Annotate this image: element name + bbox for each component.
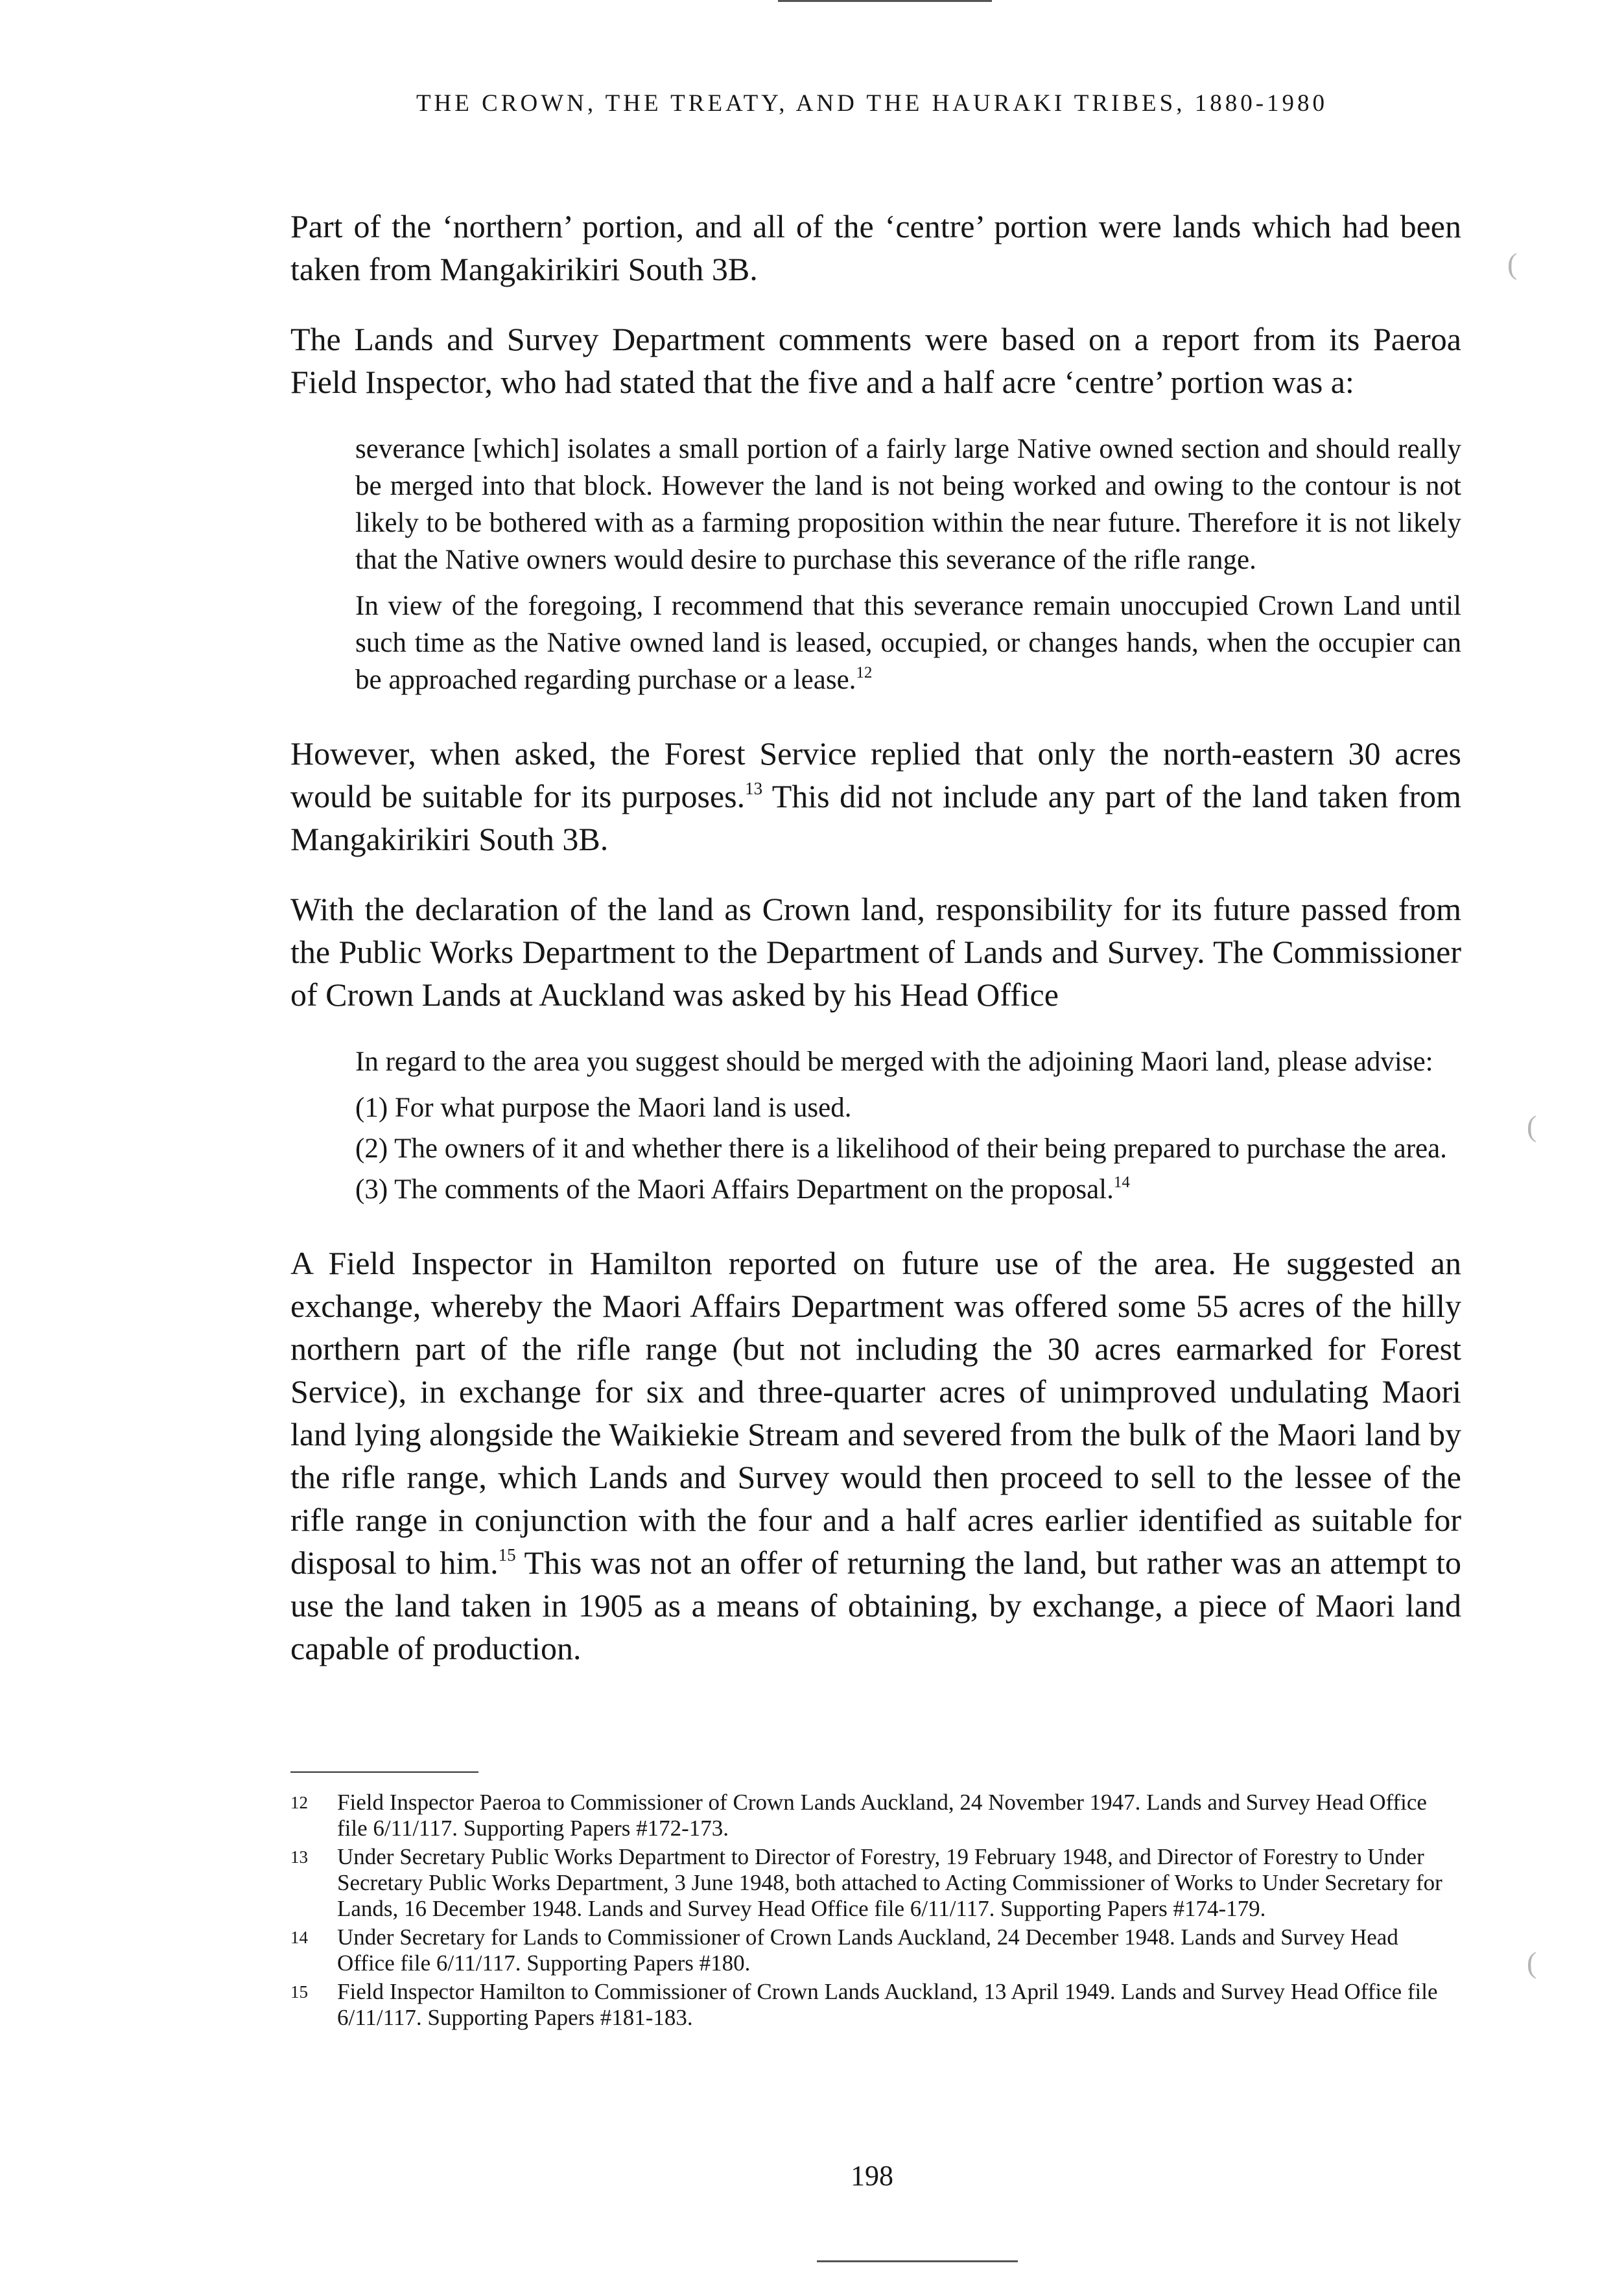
footnote-number: 13 bbox=[290, 1847, 308, 1867]
footnote-ref-13[interactable]: 13 bbox=[745, 779, 763, 798]
footnote-text: Under Secretary Public Works Department to Director of Forestry, 19 February 1948, and Director of Forestry to Under Secretary Public Works Department, 3 June 1948, both attached to Acting Commissioner of Works to Under Secretary for Lands, 16 December 1948. Lands and Survey Head Office file 6/11/117. Supporting Papers #174-179. bbox=[337, 1844, 1442, 1921]
running-header: THE CROWN, THE TREATY, AND THE HAURAKI TRIBES, 1880-1980 bbox=[416, 90, 1328, 117]
paragraph-3 bbox=[290, 732, 1461, 860]
page-number: 198 bbox=[851, 2160, 893, 2192]
footnote-number: 15 bbox=[290, 1982, 308, 2002]
footnote-text: Under Secretary for Lands to Commissioner of Crown Lands Auckland, 24 December 1948. Lands and Survey Head Office file 6/11/117. Supporting Papers #180. bbox=[337, 1924, 1398, 1976]
footnote-text: Field Inspector Paeroa to Commissioner of Crown Lands Auckland, 24 November 1947. Lands and Survey Head Office file 6/11/117. Supporting Papers #172-173. bbox=[337, 1790, 1427, 1841]
footnotes bbox=[290, 1790, 1461, 2033]
paragraph-4: With the declaration of the land as Crown land, responsibility for its future passed from the Public Works Department to the Department of Lands and Survey. The Commissioner of Crown Lands at Auckland was asked by his Head Office bbox=[290, 891, 1461, 1013]
footnote-ref-12[interactable]: 12 bbox=[856, 664, 873, 681]
footnote-separator bbox=[290, 1771, 478, 1773]
footnote-13 bbox=[290, 1844, 1461, 1922]
footnote-ref-14[interactable]: 14 bbox=[1113, 1174, 1130, 1191]
paragraph-3-text-b: This did not include any part of the land taken from Mangakirikiri South 3B. bbox=[290, 778, 1462, 857]
quote-2-item-1: (1) For what purpose the Maori land is used. bbox=[355, 1093, 852, 1123]
quote-1-paragraph-b-text: In view of the foregoing, I recommend that this severance remain unoccupied Crown Land until such time as the Native owned land is leased, occupied, or changes hands, when the occupier can be approached regarding purchase or a lease. bbox=[355, 591, 1461, 695]
quote-1-paragraph-a: severance [which] isolates a small portion of a fairly large Native owned section and should really be merged into that block. However the land is not being worked and owing to the contour is not likely to be bothered with as a farming proposition within the near future. Therefore it is not likely that the Native owners would desire to purchase this severance of the rifle range. bbox=[355, 434, 1461, 575]
footnote-ref-15[interactable]: 15 bbox=[498, 1545, 516, 1565]
paragraph-1: Part of the ‘northern’ portion, and all of the ‘centre’ portion were lands which had been taken from Mangakirikiri South 3B. bbox=[290, 208, 1461, 287]
paragraph-5 bbox=[290, 1242, 1461, 1670]
footnote-12 bbox=[290, 1790, 1461, 1841]
paragraph-2: The Lands and Survey Department comments were based on a report from its Paeroa Field Inspector, who had stated that the five and a half acre ‘centre’ portion was a: bbox=[290, 321, 1461, 400]
top-edge-rule bbox=[778, 0, 992, 2]
paragraph-3-text-a: However, when asked, the Forest Service replied that only the north-eastern 30 acres would be suitable for its purposes. bbox=[290, 735, 1461, 814]
footnote-15 bbox=[290, 1979, 1461, 2031]
bottom-edge-rule bbox=[817, 2260, 1018, 2262]
footnote-number: 12 bbox=[290, 1793, 308, 1812]
margin-scan-mark: ( bbox=[1527, 1109, 1537, 1142]
block-quote-1 bbox=[355, 431, 1461, 698]
footnote-number: 14 bbox=[290, 1928, 308, 1947]
block-quote-2 bbox=[355, 1043, 1461, 1208]
quote-2-item-2: (2) The owners of it and whether there is a likelihood of their being prepared to purchase the area. bbox=[355, 1133, 1447, 1164]
margin-scan-mark: ( bbox=[1507, 247, 1518, 280]
margin-scan-mark: ( bbox=[1527, 1946, 1537, 1979]
quote-2-item-3-text: (3) The comments of the Maori Affairs Department on the proposal. bbox=[355, 1174, 1114, 1205]
footnote-14 bbox=[290, 1924, 1461, 1976]
paragraph-5-text-b: This was not an offer of returning the land, but rather was an attempt to use the land taken in 1905 as a means of obtaining, by exchange, a piece of Maori land capable of production. bbox=[290, 1544, 1461, 1666]
main-text bbox=[290, 205, 1461, 1697]
quote-2-intro: In regard to the area you suggest should be merged with the adjoining Maori land, please advise: bbox=[355, 1047, 1433, 1077]
quote-1-paragraph-b bbox=[355, 587, 1461, 698]
quote-2-item-3 bbox=[355, 1171, 1461, 1208]
footnote-text: Field Inspector Hamilton to Commissioner of Crown Lands Auckland, 13 April 1949. Lands and Survey Head Office file 6/11/117. Supporting Papers #181-183. bbox=[337, 1979, 1438, 2030]
paragraph-5-text-a: A Field Inspector in Hamilton reported on future use of the area. He suggested an exchange, whereby the Maori Affairs Department was offered some 55 acres of the hilly northern part of the rifle range (but not including the 30 acres earmarked for Forest Service), in exchange for six and three-quarter acres of unimproved undulating Maori land lying alongside the Waikiekie Stream and severed from the bulk of the Maori land by the rifle range, which Lands and Survey would then proceed to sell to the lessee of the rifle range in conjunction with the four and a half acres earlier identified as suitable for disposal to him. bbox=[290, 1245, 1461, 1581]
